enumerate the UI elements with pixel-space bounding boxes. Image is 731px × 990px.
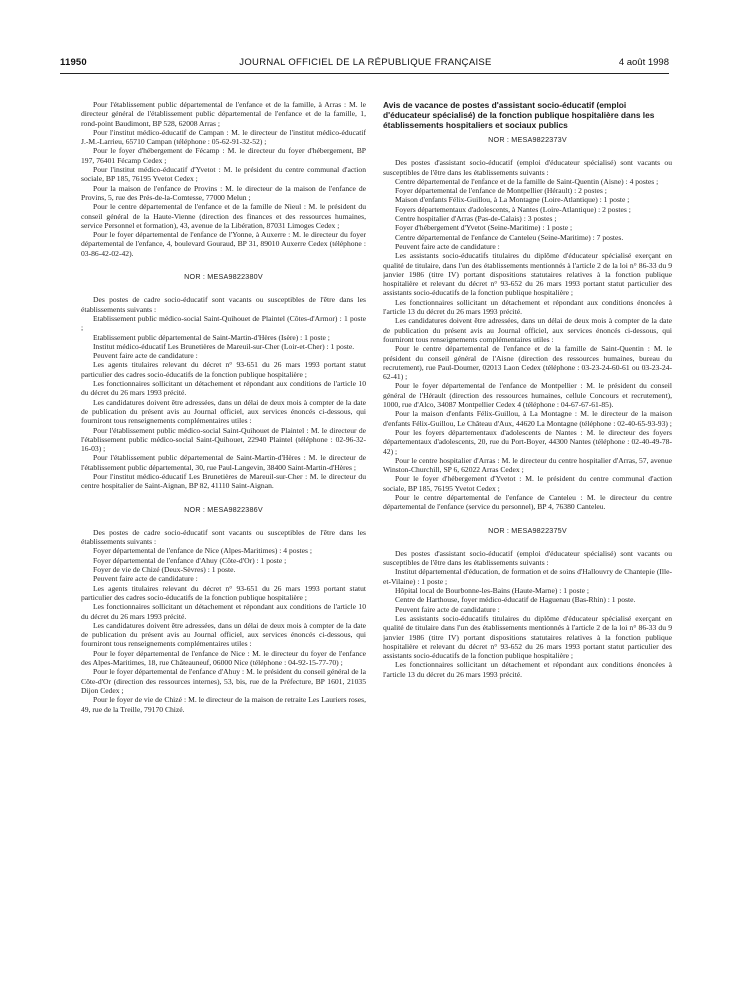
paragraph: Institut médico-éducatif Les Brunetières de Mareuil-sur-Cher (Loir-et-Cher) : 1 poste. — [93, 341, 355, 351]
paragraph: Pour le centre départemental de l'enfance et de la famille de Nieul : M. le président du conseil général de la Haute-Vienne (direction des finances et des ressources humaines, service Personnel et formation), 43, avenue de la Libération, 87031 Limoges Cedex ; — [81, 202, 366, 230]
paragraph: Pour le foyer départemental de l'enfance de Nice : M. le directeur du foyer de l'enfance des Alpes-Maritimes, 18, rue Châteauneuf, 06000 Nice (téléphone : 04-92-15-77-70) ; — [81, 648, 366, 668]
paragraph: Pour l'établissement public départemental de l'enfance et de la famille, à Arras : M. le directeur général de l'établissement public départemental de l'enfance et de la famille, 1, rond-point Baudimont, BP 528, 62008 Arras ; — [81, 100, 366, 128]
paragraph: Les fonctionnaires sollicitant un détachement et répondant aux conditions de l'article 10 du décret du 26 mars 1993 précité. — [81, 602, 366, 621]
paragraph: Foyer départemental de l'enfance d'Ahuy (Côte-d'Or) : 1 poste ; — [93, 555, 287, 565]
paragraph: Les fonctionnaires sollicitant un détachement et répondant aux conditions énoncées à l'article 13 du décret du 26 mars 1993 précité. — [383, 297, 672, 317]
paragraph: Pour l'institut médico-éducatif d'Yvetot : M. le président du centre communal d'action sociale, BP 185, 76195 Yvetot Cedex ; — [81, 165, 366, 184]
paragraph: Etablissement public médico-social Saint-Quihouet de Plaintel (Côtes-d'Armor) : 1 poste ; — [81, 313, 366, 333]
paragraph: Les fonctionnaires sollicitant un détachement et répondant aux conditions énoncées à l'article 13 du décret du 26 mars 1993 précité. — [383, 660, 672, 679]
paragraph: Pour l'établissement public départemental de Saint-Martin-d'Hères : M. le directeur de l'établissement public départemental, 30, rue Paul-Langevin, 38400 Saint-Martin-d'Hères ; — [81, 453, 366, 472]
paragraph: Peuvent faire acte de candidature : — [93, 351, 198, 361]
paragraph: Pour le centre départemental de l'enfance de Canteleu : M. le directeur du centre départemental de l'enfance (service du personnel), BP 4, 76380 Canteleu. — [383, 492, 672, 512]
paragraph: Pour le foyer départemental de l'enfance de Montpellier : M. le président du conseil général de l'Hérault (direction des ressources humaines, cellule Concours et recrutement), 1000, rue d'Alco, 34087 Montpellier Cedex 4 (téléphone : 04-67-67-61-85). — [383, 381, 672, 410]
section-nor-9822386 — [81, 505, 366, 714]
journal-title: JOURNAL OFFICIEL DE LA RÉPUBLIQUE FRANÇAISE — [239, 57, 492, 68]
paragraph: Pour la maison de l'enfance de Provins : M. le directeur de la maison de l'enfance de Provins, 5, rue des Prés-de-la-Comtesse, 77000 Melun ; — [81, 183, 366, 202]
paragraph: Foyer départemental de l'enfance de Nice (Alpes-Maritimes) : 4 postes ; — [93, 546, 312, 556]
notice-title: Avis de vacance de postes d'assistant socio-éducatif (emploi d'éducateur spécialisé) de la fonction publique hospitalière dans les établissements hospitaliers et sociaux publics — [383, 100, 655, 130]
right-column — [383, 100, 672, 980]
paragraph: Peuvent faire acte de candidature : — [395, 604, 500, 614]
paragraph: Foyers départementaux d'adolescents, à Nantes (Loire-Atlantique) : 2 postes ; — [395, 204, 631, 214]
paragraph: Des postes d'assistant socio-éducatif (emploi d'éducateur spécialisé) sont vacants ou susceptibles de l'être dans les établissements suivants : — [383, 548, 672, 568]
paragraph: Peuvent faire acte de candidature : — [93, 574, 198, 584]
page-number: 11950 — [60, 57, 87, 68]
paragraph: Centre départemental de l'enfance et de la famille de Saint-Quentin (Aisne) : 4 postes ; — [395, 176, 659, 186]
paragraph: Pour les foyers départementaux d'adolescents de Nantes : M. le directeur des foyers départementaux d'adolescents, 20, rue du Port-Boyer, 44300 Nantes (téléphone : 02-40-49-78-42) ; — [383, 427, 672, 456]
paragraph: Pour le foyer d'hébergement d'Yvetot : M. le président du centre communal d'action sociale, BP 185, 76195 Yvetot Cedex ; — [383, 474, 672, 493]
paragraph: Des postes de cadre socio-éducatif sont vacants ou susceptibles de l'être dans les établissements suivants : — [81, 295, 366, 314]
paragraph: Les candidatures doivent être adressées, dans un délai de deux mois à compter de la date de publication du présent avis au Journal officiel, aux services énoncés ci-dessous, qui fourniront tous renseignements complémentaires utiles : — [81, 620, 366, 649]
section-addresses-continued — [81, 100, 366, 258]
paragraph: Les assistants socio-éducatifs titulaires du diplôme d'éducateur spécialisé exerçant en qualité de titulaire, dans l'un des établissements mentionnés à l'article 2 de la loi n° 86-33 du 9 janvier 1986 (titre IV) portant dispositions statutaires relatives à la fonction publique hospitalière et relevant du décret n° 93-652 du 26 mars 1993 portant statut particulier des assistants socio-éducatifs de la fonction publique hospitalière ; — [383, 251, 672, 298]
paragraph: Les agents titulaires relevant du décret n° 93-651 du 26 mars 1993 portant statut particulier des cadres socio-éducatifs de la fonction publique hospitalière ; — [81, 583, 366, 602]
page-header — [0, 57, 731, 71]
paragraph: Foyer de vie de Chizé (Deux-Sèvres) : 1 poste. — [93, 565, 236, 575]
paragraph: Pour l'institut médico-éducatif Les Brunetières de Mareuil-sur-Cher : M. le directeur du centre hospitalier de Saint-Aignan, BP 82, 41110 Saint-Aignan. — [81, 471, 366, 491]
paragraph: Pour le foyer d'hébergement de Fécamp : M. le directeur du foyer d'hébergement, BP 197, 76401 Fécamp Cedex ; — [81, 146, 366, 165]
paragraph: Des postes d'assistant socio-éducatif (emploi d'éducateur spécialisé) sont vacants ou susceptibles de l'être dans les établissements suivants : — [383, 158, 672, 177]
paragraph: Pour le foyer départemental de l'enfance d'Ahuy : M. le président du conseil général de la Côte-d'Or (direction des ressources internes), 53, bis, rue de la Préfecture, BP 1601, 21035 Dijon Cedex ; — [81, 667, 366, 695]
paragraph: Des postes de cadre socio-éducatif sont vacants ou susceptibles de l'être dans les établissements suivants : — [81, 527, 366, 547]
paragraph: Pour la maison d'enfants Félix-Guillou, à La Montagne : M. le directeur de la maison d'enfants Félix-Guillou, Le Château d'Aux, 44620 La Montagne (téléphone : 02-40-65-93-93) ; — [383, 409, 672, 428]
paragraph: Hôpital local de Bourbonne-les-Bains (Haute-Marne) : 1 poste ; — [395, 586, 590, 596]
header-rule — [60, 73, 669, 74]
paragraph: Pour le centre hospitalier d'Arras : M. le directeur du centre hospitalier d'Arras, 57, avenue Winston-Churchill, SP 6, 62022 Arras Cedex ; — [383, 455, 672, 475]
paragraph: Maison d'enfants Félix-Guillou, à La Montagne (Loire-Atlantique) : 1 poste ; — [395, 195, 630, 205]
paragraph: Peuvent faire acte de candidature : — [395, 241, 500, 251]
left-column — [81, 100, 366, 980]
nor-reference: NOR : MESA9822386V — [184, 504, 263, 514]
paragraph: Les fonctionnaires sollicitant un détachement et répondant aux conditions de l'article 10 du décret du 26 mars 1993 précité. — [81, 379, 366, 398]
section-nor-9822380 — [81, 272, 366, 491]
paragraph: Centre hospitalier d'Arras (Pas-de-Calais) : 3 postes ; — [395, 214, 557, 224]
section-nor-9822375 — [383, 526, 672, 679]
paragraph: Foyer d'hébergement d'Yvetot (Seine-Maritime) : 1 poste ; — [395, 223, 573, 233]
paragraph: Pour le foyer de vie de Chizé : M. le directeur de la maison de retraite Les Lauriers roses, 49, rue de la Treille, 79170 Chizé. — [81, 695, 366, 714]
nor-reference: NOR : MESA9822380V — [184, 272, 263, 282]
paragraph: Les assistants socio-éducatifs titulaires du diplôme d'éducateur spécialisé exerçant en qualité de titulaire dans l'un des établissements mentionnés à l'article 2 de la loi n° 86-33 du 9 janvier 1986 (titre IV) portant dispositions statutaires relatives à la fonction publique hospitalière et relevant du décret n° 93-652 du 26 mars 1993 portant statut particulier des assistants socio-éducatifs de la fonction publique hospitalière ; — [383, 613, 672, 661]
paragraph: Etablissement public départemental de Saint-Martin-d'Hères (Isère) : 1 poste ; — [93, 332, 330, 342]
nor-reference: NOR : MESA9822375V — [488, 525, 567, 535]
paragraph: Les candidatures doivent être adressées, dans un délai de deux mois à compter de la date de publication du présent avis au Journal officiel, aux services énoncés ci-dessous, qui fourniront tous renseignements complémentaires utiles : — [81, 397, 366, 426]
section-avis-vacance — [383, 100, 672, 512]
paragraph: Les candidatures doivent être adressées, dans un délai de deux mois à compter de la date de publication du présent avis au Journal officiel, aux services énoncés ci-dessous, qui fourniront tous renseignements complémentaires utiles : — [383, 316, 672, 344]
paragraph: Pour le foyer départemental de l'enfance de l'Yonne, à Auxerre : M. le directeur du foyer départemental de l'enfance, 4, boulevard Gouraud, BP 31, 89010 Auxerre Cedex (téléphone : 03-86-42-02-42). — [81, 230, 366, 258]
paragraph: Les agents titulaires relevant du décret n° 93-651 du 26 mars 1993 portant statut particulier des cadres socio-éducatifs de la fonction publique hospitalière ; — [81, 360, 366, 379]
paragraph: Centre départemental de l'enfance de Canteleu (Seine-Maritime) : 7 postes. — [395, 232, 624, 242]
issue-date: 4 août 1998 — [618, 57, 669, 68]
paragraph: Institut départemental d'éducation, de formation et de soins d'Hallouvry de Chantepie (Ille-et-Vilaine) : 1 poste ; — [383, 567, 672, 586]
paragraph: Pour l'établissement public médico-social Saint-Quihouet de Plaintel : M. le directeur de l'établissement public médico-social Saint-Quihouet, 22940 Plaintel (téléphone : 02-96-32-16-03) ; — [81, 425, 366, 454]
paragraph: Pour le centre départemental de l'enfance et de la famille de Saint-Quentin : M. le président du conseil général de l'Aisne (direction des ressources humaines, bureau du recrutement), rue Paul-Doumer, 02013 Laon Cedex (téléphone : 03-23-24-60-61 ou 03-23-24-62-41) ; — [383, 344, 672, 382]
paragraph: Centre de Harthouse, foyer médico-éducatif de Haguenau (Bas-Rhin) : 1 poste. — [395, 595, 636, 605]
paragraph: Foyer départemental de l'enfance de Montpellier (Hérault) : 2 postes ; — [395, 186, 607, 196]
paragraph: Pour l'institut médico-éducatif de Campan : M. le directeur de l'institut médico-éducatif J.-M.-Larrieu, 65710 Campan (téléphone : 05-62-91-32-52) ; — [81, 127, 366, 147]
nor-reference: NOR : MESA9822373V — [488, 135, 567, 144]
